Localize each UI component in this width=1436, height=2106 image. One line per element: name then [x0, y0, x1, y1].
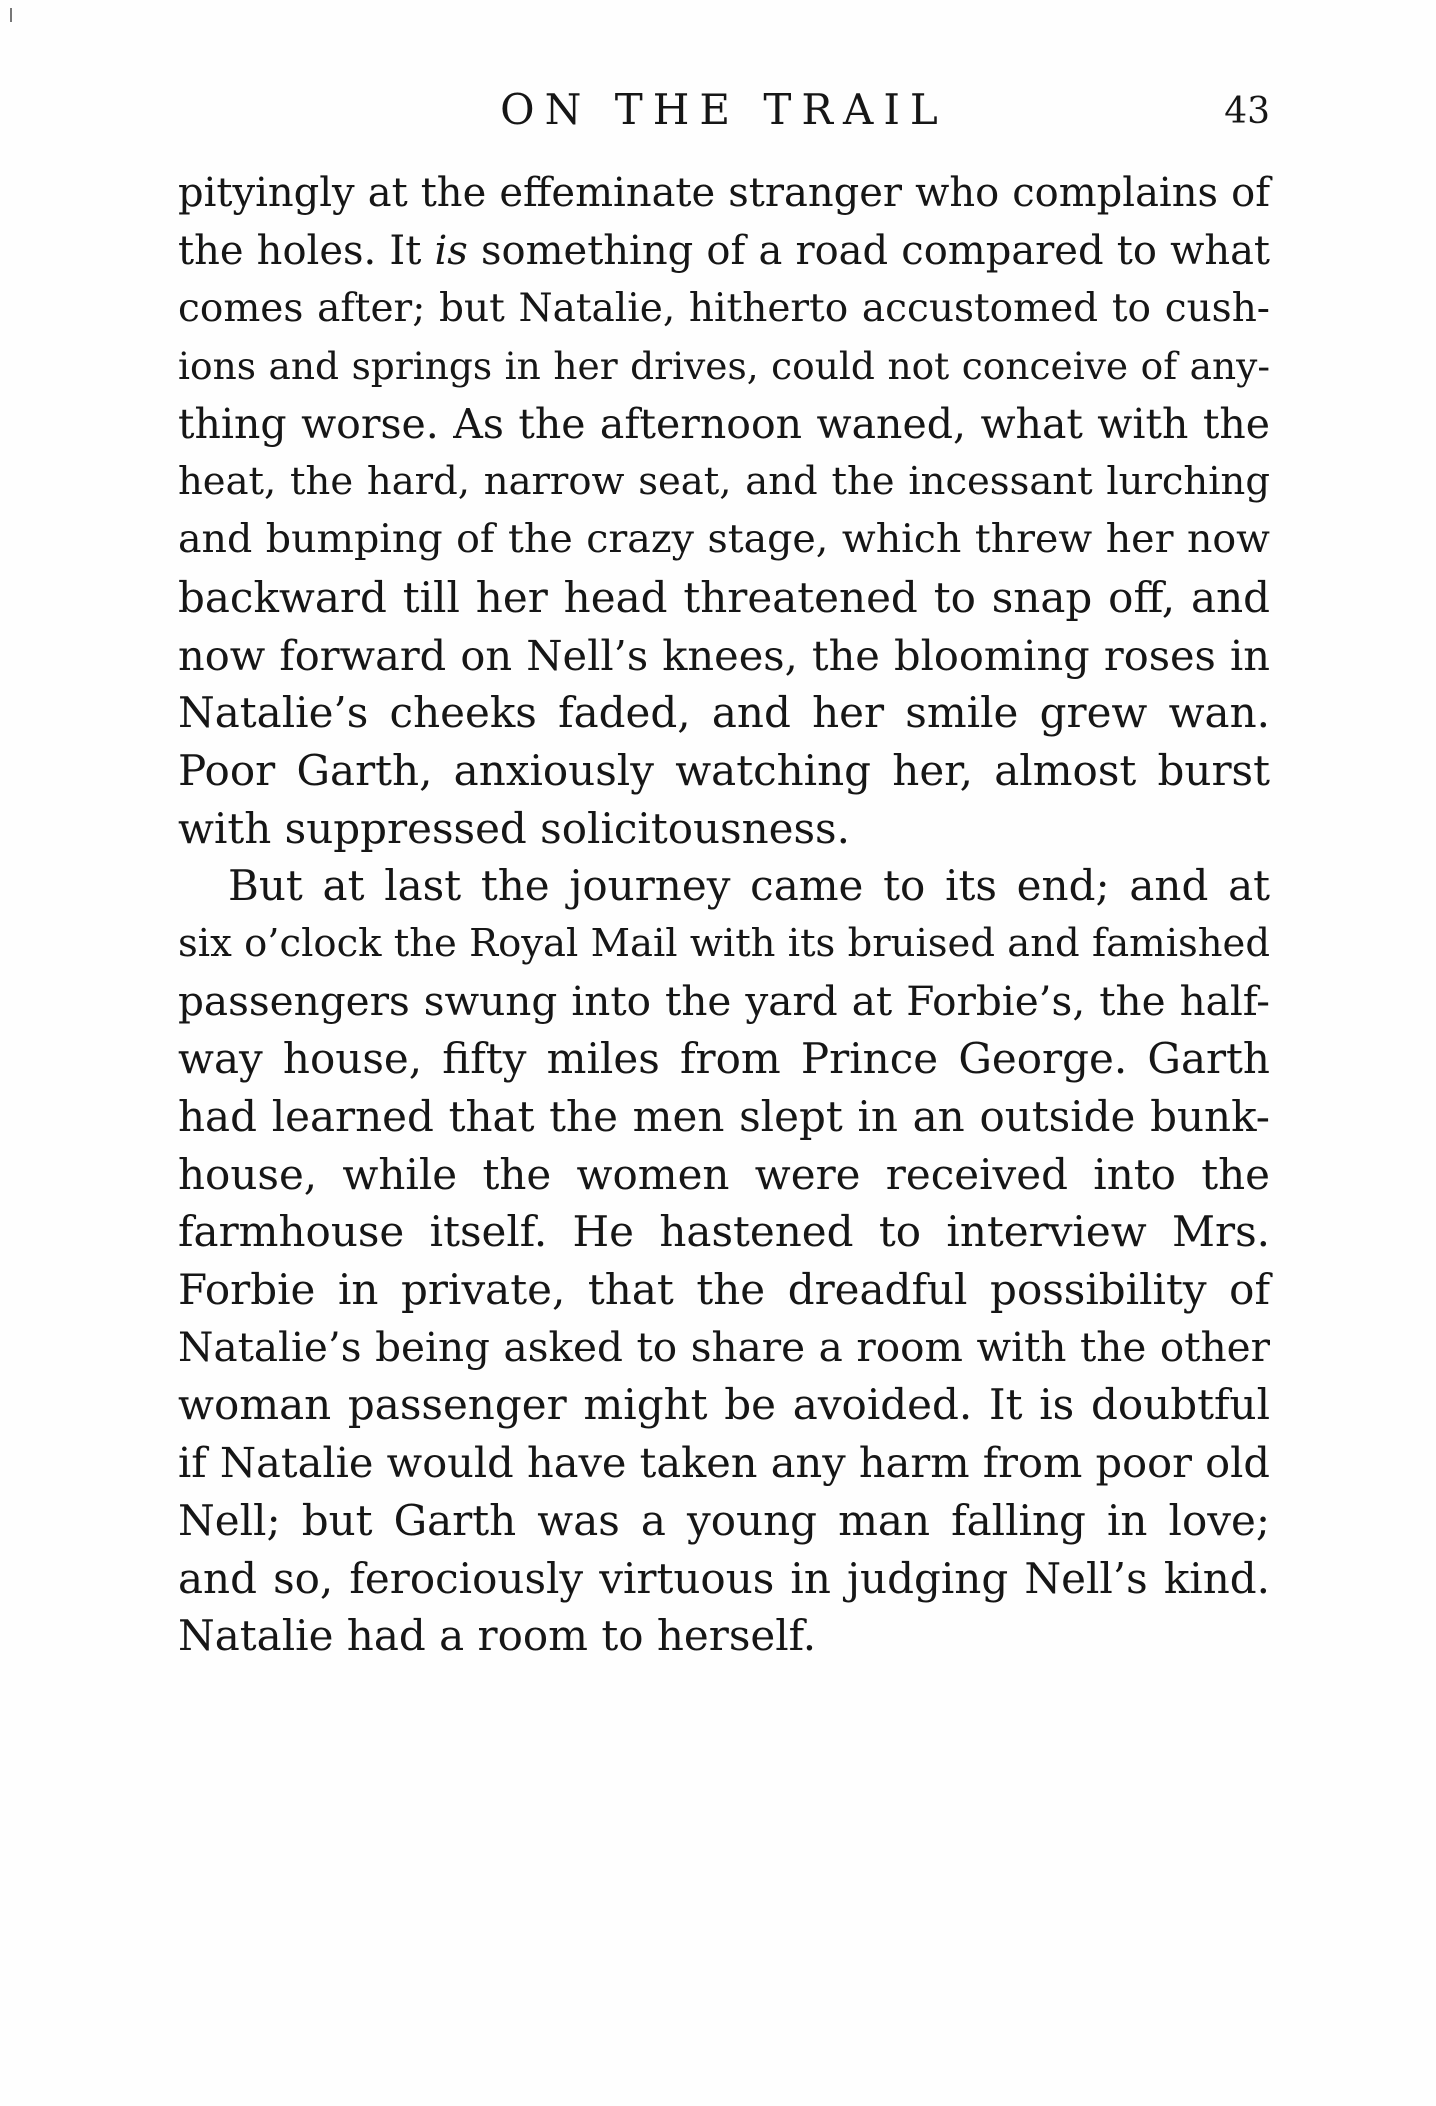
text-line: backward till her head threatened to snap off, and [178, 572, 1270, 622]
running-title: ON THE TRAIL [500, 85, 948, 134]
text-line: house, while the women were received into the [178, 1149, 1270, 1199]
text-line: and so, ferociously virtuous in judging Nell’s kind. [178, 1553, 1270, 1603]
text-line: with suppressed solicitousness. [178, 803, 850, 853]
text-line: Forbie in private, that the dreadful possibility of [178, 1265, 1270, 1315]
text-line: had learned that the men slept in an outside bunk- [178, 1092, 1270, 1141]
text-line: now forward on Nell’s knees, the blooming roses in [178, 630, 1270, 680]
text-line: Natalie had a room to herself. [178, 1611, 817, 1661]
text-line: if Natalie would have taken any harm from poor old [178, 1438, 1270, 1488]
text-line: Natalie’s being asked to share a room with the other [178, 1322, 1270, 1371]
text-line: farmhouse itself. He hastened to interview Mrs. [178, 1207, 1270, 1257]
text-line: the holes. It is something of a road compared to what [178, 227, 1271, 274]
text-line: passengers swung into the yard at Forbie’s, the half- [178, 976, 1270, 1025]
text-line: ions and springs in her drives, could not conceive of any- [178, 344, 1270, 389]
text-line: But at last the journey came to its end; and at [228, 861, 1270, 911]
text-line: thing worse. As the afternoon waned, what with the [178, 399, 1270, 448]
text-line: Poor Garth, anxiously watching her, almost burst [178, 745, 1270, 795]
running-head [178, 80, 1270, 140]
text-line: and bumping of the crazy stage, which threw her now [178, 516, 1270, 563]
text-line: heat, the hard, narrow seat, and the incessant lurching [178, 459, 1270, 505]
text-line: way house, fifty miles from Prince George. Garth [178, 1034, 1270, 1084]
text-line: pityingly at the effeminate stranger who complains of [178, 170, 1270, 216]
text-line: six o’clock the Royal Mail with its bruised and famished [178, 920, 1270, 966]
text-line: Natalie’s cheeks faded, and her smile grew wan. [178, 688, 1270, 738]
text-line: Nell; but Garth was a young man falling in love; [178, 1495, 1270, 1545]
page-number: 43 [1224, 91, 1270, 132]
page-speck [10, 8, 12, 22]
text-line: comes after; but Natalie, hitherto accustomed to cush- [178, 286, 1270, 332]
emphasis: is [434, 227, 468, 274]
body-text [178, 165, 1270, 1665]
text-line: woman passenger might be avoided. It is doubtful [178, 1380, 1270, 1430]
